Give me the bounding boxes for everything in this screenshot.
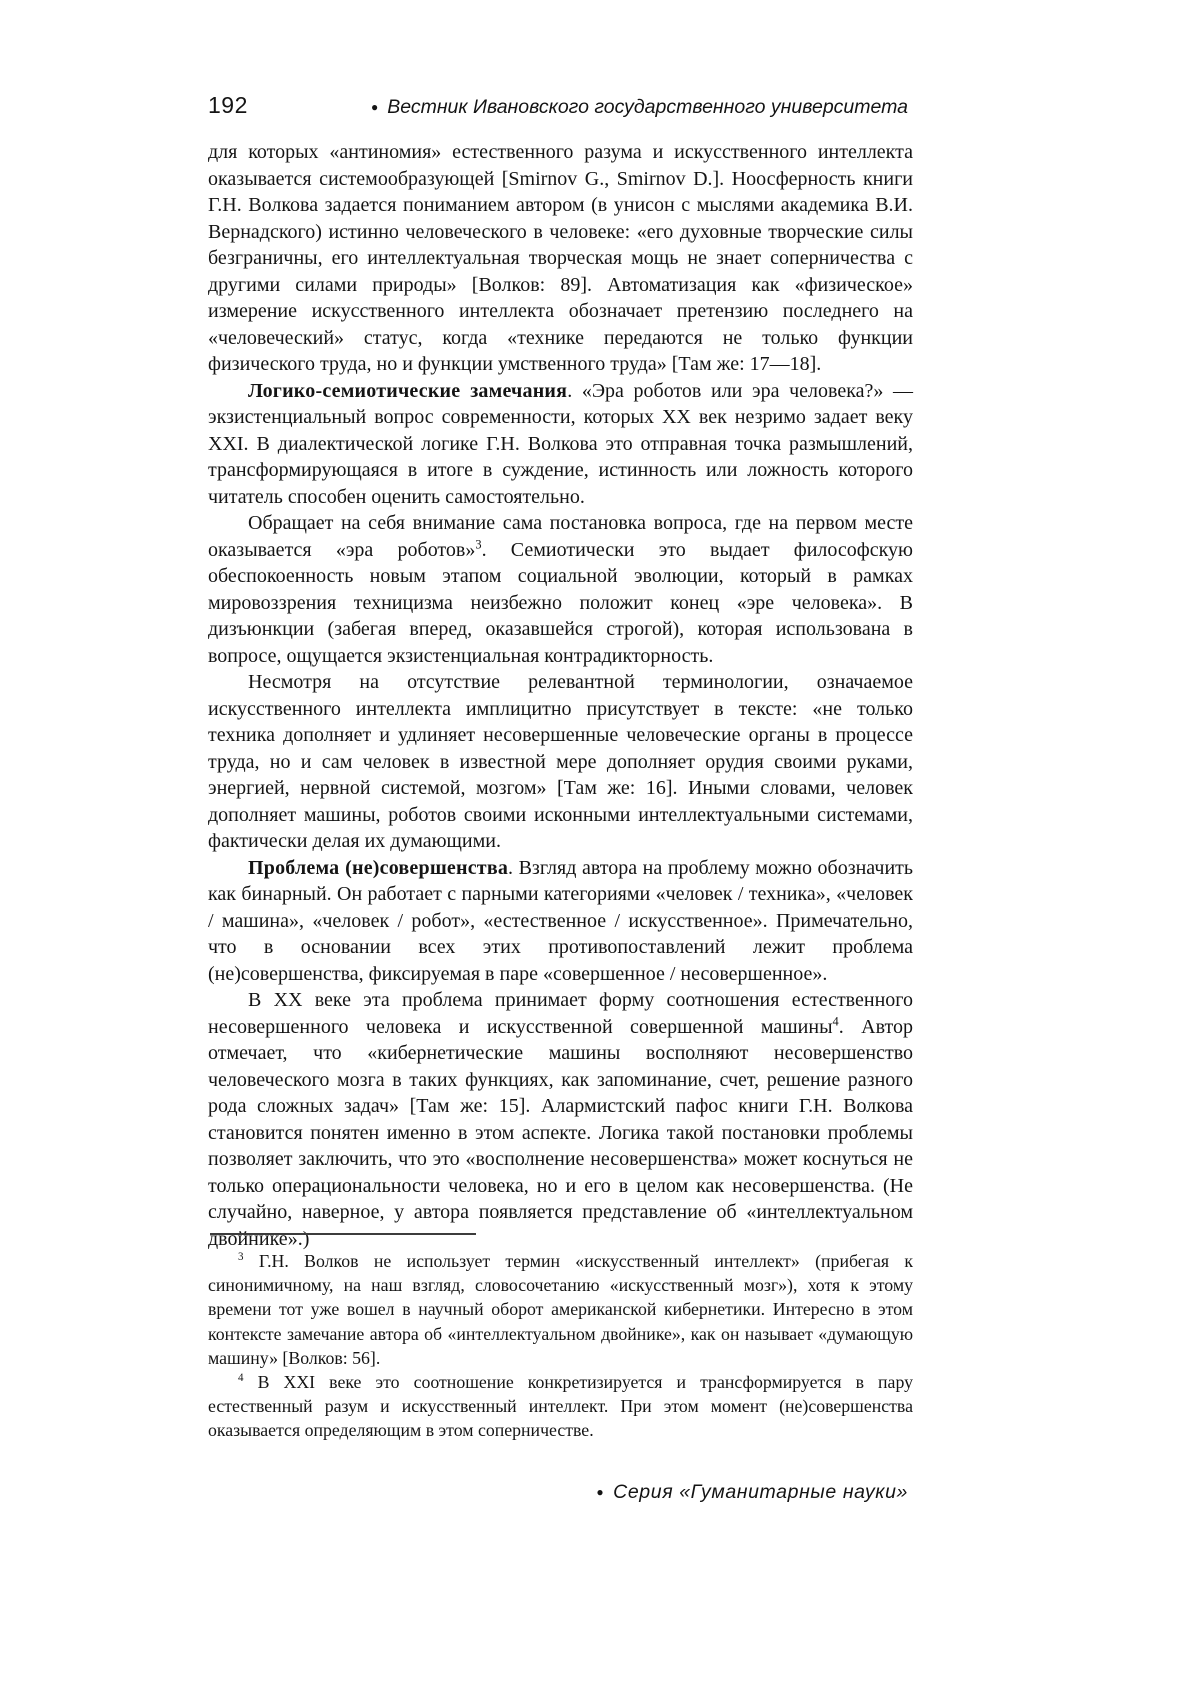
paragraph-6: В XX веке эта проблема принимает форму соотношения естественного несовершенного человека и искусственной совершенной машины$^4$. Автор отмечает, что «кибернетические машины восполняют несовершенство человеческого мозга в таких функциях, как запоминание, счет, решение разного рода сложных задач» [Там же: 15]. Алармистский пафос книги Г.Н. Волкова становится понятен именно в этом аспекте. Логика такой постановки проблемы позволяет заключить, что это «восполнение несовершенства» может коснуться не только операциональности человека, но и его в целом как несовершенства. (Не случайно, наверное, у автора появляется представление об «интеллектуальном двойнике».) [208, 989, 913, 1250]
journal-title: Вестник Ивановского государственного университета [387, 96, 908, 118]
bullet-icon: ● [370, 100, 379, 114]
article-body [208, 139, 913, 1252]
paragraph-4: Несмотря на отсутствие релевантной терминологии, означаемое искусственного интеллекта имплицитно присутствует в тексте: «не только техника дополняет и удлиняет несовершенные человеческие органы в процессе труда, но и сам человек в известной мере дополняет орудия своими руками, энергией, нервной системой, мозгом» [Там же: 16]. Иными словами, человек дополняет машины, роботов своими исконными интеллектуальными системами, фактически делая их думающими. [208, 671, 913, 852]
paragraph-5: Проблема (не)совершенства. Взгляд автора на проблему можно обозначить как бинарный. Он работает с парными категориями «человек / техника», «человек / машина», «человек / робот», «естественное / искусственное». Примечательно, что в основании всех этих противопоставлений лежит проблема (не)совершенства, фиксируемая в паре «совершенное / несовершенное». [208, 856, 914, 985]
page-number: 192 [208, 92, 248, 118]
journal-header [371, 96, 908, 119]
paragraph-1: для которых «антиномия» естественного разума и искусственного интеллекта оказывается системообразующей [Smirnov G., Smirnov D.]. Ноосферность книги Г.Н. Волкова задается пониманием автором (в унисон с мыслями академика В.И. Вернадского) истинно человеческого в человеке: «его духовные творческие силы безграничны, его интеллектуальная творческая мощь не знает соперничества с другими силами природы» [Волков: 89]. Автоматизация как «физическое» измерение искусственного интеллекта обозначает претензию последнего на «человеческий» статус, когда «технике передаются не только функции физического труда, но и функции умственного труда» [Там же: 17—18]. [208, 141, 913, 375]
footnote-3: $^3$ Г.Н. Волков не использует термин «искусственный интеллект» (прибегая к синонимичному, на наш взгляд, словосочетанию «искусственный мозг»), хотя к этому времени тот уже вошел в научный оборот американской кибернетики. Интересно в этом контексте замечание автора об «интеллектуальном двойнике», как он называет «думающую машину» [Волков: 56]. [208, 1251, 913, 1368]
running-head [208, 92, 908, 119]
series-title: Серия «Гуманитарные науки» [613, 1481, 908, 1503]
bullet-icon: ● [596, 1485, 605, 1499]
footnotes-block [208, 1249, 913, 1443]
paragraph-3: Обращает на себя внимание сама постановка вопроса, где на первом месте оказывается «эра роботов»$^3$. Семиотически это выдает философскую обеспокоенность новым этапом социальной эволюции, который в рамках мировоззрения техницизма неизбежно положит конец «эре человека». В дизъюнкции (забегая вперед, оказавшейся строгой), которая использована в вопросе, ощущается экзистенциальная контрадикторность. [208, 512, 913, 667]
footnote-separator [210, 1233, 476, 1235]
footnote-4: $^4$ В XXI веке это соотношение конкретизируется и трансформируется в пару естественный разум и искусственный интеллект. При этом момент (не)совершенства оказывается определяющим в этом соперничестве. [208, 1372, 913, 1441]
page-footer [208, 1481, 908, 1504]
paragraph-2: Логико-семиотические замечания. «Эра роботов или эра человека?» — экзистенциальный вопрос современности, которых XX век незримо задает веку XXI. В диалектической логике Г.Н. Волкова это отправная точка размышлений, трансформирующаяся в итоге в суждение, истинность или ложность которого читатель способен оценить самостоятельно. [208, 379, 914, 508]
